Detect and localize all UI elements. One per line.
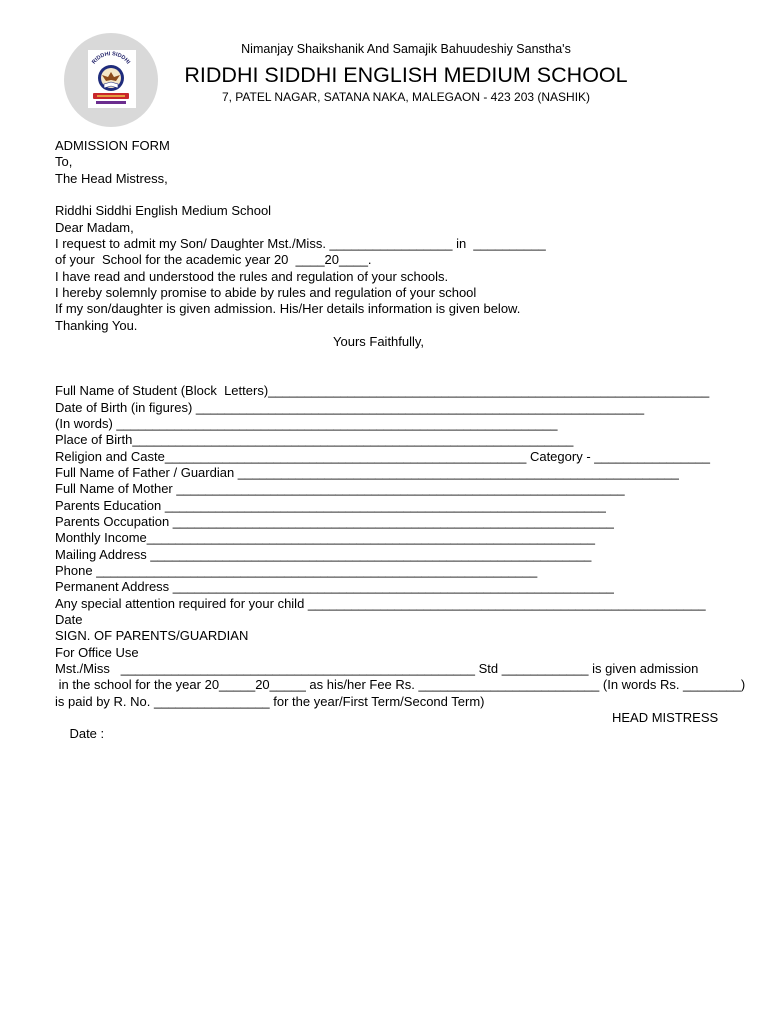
phone-field: Phone _____________________________________________________________ xyxy=(55,562,538,578)
dob-words-field: (In words) _____________________________________________________________ xyxy=(55,415,558,431)
special-attention-field: Any special attention required for your child _______________________________________________________ xyxy=(55,595,706,611)
student-name-field: Full Name of Student (Block Letters)_____________________________________________________________ xyxy=(55,383,710,399)
office-use-title: For Office Use xyxy=(55,644,139,660)
promise-line: I hereby solemnly promise to abide by rules and regulation of your school xyxy=(55,285,477,301)
school-name-title: RIDDHI SIDDHI ENGLISH MEDIUM SCHOOL xyxy=(184,63,628,87)
mailing-address-field: Mailing Address _____________________________________________________________ xyxy=(55,546,592,562)
parents-education-field: Parents Education _____________________________________________________________ xyxy=(55,497,606,513)
greeting: Dear Madam, xyxy=(55,219,134,235)
school-line: Riddhi Siddhi English Medium School xyxy=(55,203,272,219)
mother-name-field: Full Name of Mother ______________________________________________________________ xyxy=(55,481,625,497)
academic-year-line: of your School for the academic year 20 ____20____. xyxy=(55,252,372,268)
head-mistress-label: HEAD MISTRESS xyxy=(612,710,719,726)
office-fee-line: in the school for the year 20_____20_____ as his/her Fee Rs. _________________________ (In words Rs. ________) xyxy=(55,677,746,693)
rules-line: I have read and understood the rules and regulation of your schools. xyxy=(55,268,449,284)
office-date-label: Date : xyxy=(69,726,105,742)
school-address: 7, PATEL NAGAR, SATANA NAKA, MALEGAON - 423 203 (NASHIK) xyxy=(221,90,591,104)
logo-arc-text-path: RIDDHI SIDDHI xyxy=(91,51,131,66)
logo-motto-script xyxy=(96,101,126,104)
parent-signature-label: SIGN. OF PARENTS/GUARDIAN xyxy=(55,628,249,644)
school-logo xyxy=(64,33,158,127)
dob-figures-field: Date of Birth (in figures) ______________________________________________________________ xyxy=(55,399,645,415)
parents-occupation-field: Parents Occupation _____________________________________________________________ xyxy=(55,513,614,529)
closing-line: Thanking You. xyxy=(55,317,138,333)
details-intro-line: If my son/daughter is given admission. His/Her details information is given below. xyxy=(55,301,521,317)
form-title: ADMISSION FORM xyxy=(55,138,170,153)
office-date-row xyxy=(55,710,760,742)
monthly-income-field: Monthly Income______________________________________________________________ xyxy=(55,530,596,546)
recipient-line: The Head Mistress, xyxy=(55,170,168,186)
blank-line xyxy=(55,350,760,366)
salutation-to: To, xyxy=(55,154,73,170)
religion-caste-field: Religion and Caste__________________________________________________ Category - ________________ xyxy=(55,448,710,464)
parent-date-label: Date xyxy=(55,611,83,627)
birth-place-field: Place of Birth_____________________________________________________________ xyxy=(55,432,574,448)
office-receipt-line: is paid by R. No. ________________ for the year/First Term/Second Term) xyxy=(55,693,485,709)
office-admission-line: Mst./Miss _________________________________________________ Std ____________ is given admission xyxy=(55,661,699,676)
request-line: I request to admit my Son/ Daughter Mst./Miss. _________________ in __________ xyxy=(55,236,546,252)
blank-line xyxy=(55,187,760,203)
father-name-field: Full Name of Father / Guardian _____________________________________________________________ xyxy=(55,464,679,480)
logo-banner-stripe xyxy=(97,95,125,96)
signoff-line: Yours Faithfully, xyxy=(333,334,425,350)
admission-form-body xyxy=(55,138,760,742)
society-name: Nimanjay Shaikshanik And Samajik Bahuudeshiy Sanstha's xyxy=(241,42,571,56)
permanent-address-field: Permanent Address _____________________________________________________________ xyxy=(55,579,614,595)
blank-line xyxy=(55,367,760,383)
